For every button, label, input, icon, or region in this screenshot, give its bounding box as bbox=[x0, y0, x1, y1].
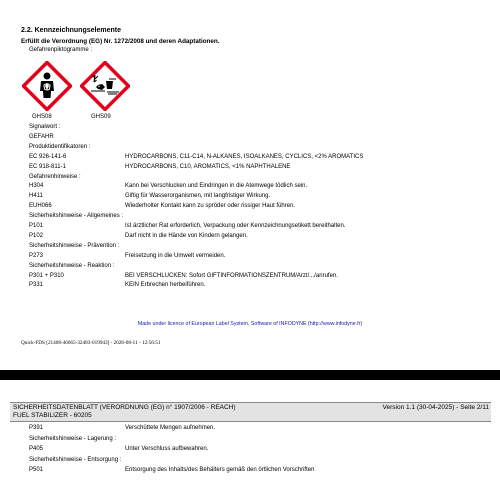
statement-code: P102 bbox=[29, 232, 44, 239]
page-header-product: FUEL STABILIZER - 60205 bbox=[13, 412, 92, 419]
statement-row bbox=[29, 202, 489, 211]
statement-row bbox=[29, 133, 489, 142]
quick-fds-id: Quick-FDS [21408-46665-32483-019943] - 2026-08-11 - 12:56:51 bbox=[21, 340, 161, 346]
statement-text: HYDROCARBONS, C11-C14, N-ALKANES, ISOALKANES, CYCLICS, <2% AROMATICS bbox=[125, 153, 364, 160]
statement-code: Signalwort : bbox=[29, 124, 61, 130]
statement-row bbox=[29, 272, 489, 281]
statement-text: Unter Verschluss aufbewahren. bbox=[125, 446, 209, 453]
statement-code: P101 bbox=[29, 223, 44, 229]
statement-code: P501 bbox=[29, 467, 44, 474]
statement-text: Giftig für Wasserorganismen, mit langfristiger Wirkung. bbox=[125, 193, 271, 200]
statement-code: P391 bbox=[29, 425, 44, 431]
statement-code: Sicherheitshinweise - Allgemeines : bbox=[29, 213, 124, 220]
health-hazard-icon bbox=[22, 61, 72, 111]
statement-code: Produktidentifikatoren : bbox=[29, 143, 91, 150]
section-title: 2.2. Kennzeichnungselemente bbox=[21, 27, 121, 34]
page-header-title: SICHERHEITSDATENBLATT (VERORDNUNG (EG) n° 1907/2006 - REACH) bbox=[13, 404, 236, 411]
statement-row bbox=[29, 445, 489, 454]
page-separator bbox=[0, 370, 500, 380]
statement-row bbox=[29, 163, 489, 172]
statement-row bbox=[29, 435, 489, 444]
statement-row bbox=[29, 424, 489, 433]
statement-row bbox=[29, 212, 489, 221]
statement-code: P405 bbox=[29, 446, 44, 453]
statement-row bbox=[29, 192, 489, 201]
page-header-version: Version 1.1 (30-04-2025) - Seite 2/11 bbox=[382, 404, 489, 411]
statement-row bbox=[29, 262, 489, 271]
statement-code: EC 926-141-6 bbox=[29, 153, 67, 160]
statement-text: Darf nicht in die Hände von Kindern gelangen. bbox=[125, 232, 248, 239]
statement-code: P273 bbox=[29, 252, 44, 259]
statement-code: GEFAHR bbox=[29, 133, 54, 140]
statement-row bbox=[29, 252, 489, 261]
statement-code: P301 + P310 bbox=[29, 272, 64, 279]
statement-code: P331 bbox=[29, 282, 44, 289]
statement-text: HYDROCARBONS, C10, AROMATICS, <1% NAPHTHALENE bbox=[125, 163, 291, 170]
statement-text: BEI VERSCHLUCKEN: Sofort GIFTINFORMATIONSZENTRUM/Arzt/.../anrufen. bbox=[125, 272, 338, 279]
statement-row bbox=[29, 222, 489, 231]
statement-row bbox=[29, 242, 489, 251]
statement-text: Freisetzung in die Umwelt vermeiden. bbox=[125, 252, 226, 259]
pictogram-code: GHS09 bbox=[91, 114, 111, 120]
statement-code: Sicherheitshinweise - Entsorgung : bbox=[29, 456, 122, 463]
licence-footer: Made under licence of European Label System, Software of INFODYNE (http://www.infodyne.fr) bbox=[137, 321, 363, 327]
statement-code: Sicherheitshinweise - Lagerung : bbox=[29, 435, 117, 442]
environment-hazard-icon bbox=[80, 61, 130, 111]
pictograms-label: Gefahrenpiktogramme : bbox=[29, 47, 93, 53]
statement-text: Ist ärztlicher Rat erforderlich, Verpackung oder Kennzeichnungsetikett bereithalten. bbox=[125, 223, 346, 229]
statement-row bbox=[29, 143, 489, 152]
statement-row bbox=[29, 153, 489, 162]
statement-code: Sicherheitshinweise - Prävention : bbox=[29, 242, 120, 249]
statement-code: EC 918-811-1 bbox=[29, 163, 66, 170]
statement-code: Sicherheitshinweise - Reaktion : bbox=[29, 262, 115, 269]
pictogram-code: GHS08 bbox=[32, 114, 52, 120]
statement-row bbox=[29, 173, 489, 182]
statement-row bbox=[29, 281, 489, 290]
section-subtitle: Erfüllt die Verordnung (EG) Nr. 1272/2008 und deren Adaptationen. bbox=[21, 38, 220, 45]
statement-row bbox=[29, 456, 489, 465]
statement-text: Wiederholter Kontakt kann zu spröder oder rissiger Haut führen. bbox=[125, 203, 296, 210]
statement-row bbox=[29, 232, 489, 241]
statement-row bbox=[29, 466, 489, 475]
statement-text: KEIN Erbrechen herbeiführen. bbox=[125, 282, 206, 289]
statement-code: EUH066 bbox=[29, 203, 52, 210]
statement-code: Gefahrenhinweise : bbox=[29, 173, 81, 180]
statement-text: Verschüttete Mengen aufnehmen. bbox=[125, 425, 216, 431]
statement-text: Entsorgung des Inhalts/des Behälters gemäß den örtlichen Vorschriften bbox=[125, 467, 315, 474]
statement-code: H411 bbox=[29, 193, 43, 200]
statement-text: Kann bei Verschlucken und Eindringen in die Atemwege tödlich sein. bbox=[125, 183, 308, 190]
statement-code: H304 bbox=[29, 183, 44, 190]
statement-row bbox=[29, 123, 489, 132]
statement-row bbox=[29, 182, 489, 191]
